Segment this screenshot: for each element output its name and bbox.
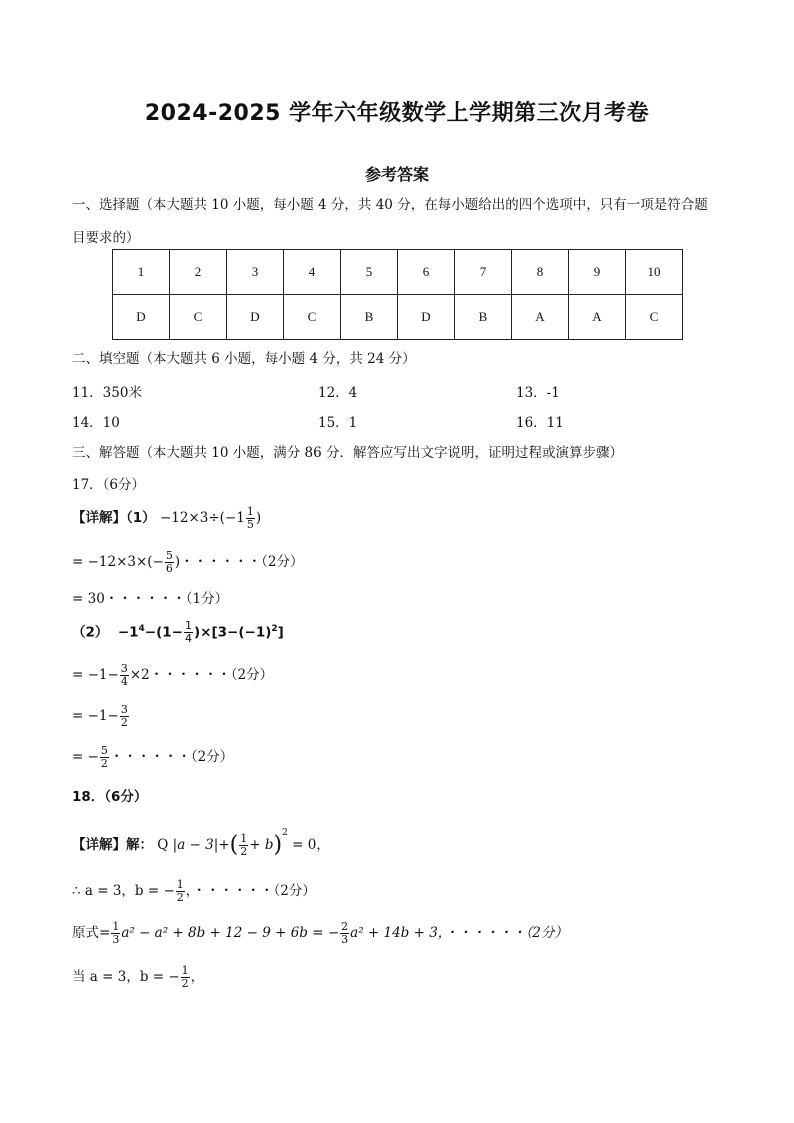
q18-condition xyxy=(72,828,330,858)
fill-answer-12: 12．4 xyxy=(318,385,358,401)
expr-text: ，・・・・・・（2分） xyxy=(185,883,316,899)
expr-text: + b xyxy=(249,837,274,853)
q17-header: 17．（6分） xyxy=(72,477,146,493)
q18-solution xyxy=(72,879,316,904)
q17-step1 xyxy=(72,550,304,575)
expr-text: = −1− xyxy=(72,667,119,683)
expr-text: ， xyxy=(190,969,205,985)
expr-text: ) xyxy=(255,510,262,526)
detail-label: 【详解】解： xyxy=(72,837,153,853)
answer-subtitle: 参考答案 xyxy=(364,165,429,184)
section3-heading: 三、解答题（本大题共 10 小题，满分 86 分．解答应写出文字说明，证明过程或演算步骤） xyxy=(72,445,624,461)
answer-table xyxy=(112,249,683,340)
fill-answer-14: 14．10 xyxy=(72,415,120,431)
answer-cell: C xyxy=(284,295,341,340)
expr-text: a² + 14b + 3，・・・・・・（2分） xyxy=(350,925,568,941)
q18-header: 18．（6分） xyxy=(72,789,148,805)
question-number: 6 xyxy=(398,250,455,295)
expr-text: )・・・・・・（2分） xyxy=(174,554,304,570)
answer-cell: D xyxy=(398,295,455,340)
q17-step5 xyxy=(72,745,233,770)
answer-row xyxy=(113,295,683,340)
answer-cell: B xyxy=(455,295,512,340)
section2-heading: 二、填空题（本大题共 6 小题，每小题 4 分，共 24 分） xyxy=(72,351,416,367)
q18-substitute xyxy=(72,965,204,990)
fraction: $\frac{1}{2}$ xyxy=(176,878,184,904)
q17-step3 xyxy=(72,663,273,688)
q17-step2: = 30・・・・・・（1分） xyxy=(72,591,229,607)
part-label: （2） xyxy=(72,624,109,641)
expr-text: 当 a = 3，b = − xyxy=(72,969,180,985)
answer-cell: A xyxy=(569,295,626,340)
expr-text: −(1− xyxy=(144,624,183,641)
answer-cell: C xyxy=(170,295,227,340)
answer-cell: B xyxy=(341,295,398,340)
answer-cell: C xyxy=(626,295,683,340)
detail-label: 【详解】（1） xyxy=(72,510,156,526)
fraction: $\frac{5}{2}$ xyxy=(100,744,108,770)
fill-answer-13: 13．-1 xyxy=(516,385,560,401)
fraction: $\frac{3}{4}$ xyxy=(120,662,128,688)
q17-step4 xyxy=(72,704,130,729)
expr-text: + xyxy=(218,837,230,853)
exponent: 2 xyxy=(271,624,278,634)
fraction: $\frac{1}{3}$ xyxy=(112,920,120,946)
expr-text: = 0， xyxy=(292,837,330,853)
expr-text: ・・・・・・（2分） xyxy=(109,749,234,765)
paren-close: ) xyxy=(273,832,283,858)
fraction: $\frac{1}{2}$ xyxy=(240,832,248,858)
question-number: 3 xyxy=(227,250,284,295)
question-number: 1 xyxy=(113,250,170,295)
expr-text: = − xyxy=(72,749,99,765)
question-number-row xyxy=(113,250,683,295)
exponent: 4 xyxy=(138,624,145,634)
expr-text: Q xyxy=(157,837,169,853)
q17-part1-expression xyxy=(72,506,261,531)
exponent: 2 xyxy=(282,828,288,838)
expr-text: −12×3÷(−1 xyxy=(159,510,245,526)
expr-text: a² − a² + 8b + 12 − 9 + 6b = − xyxy=(121,925,340,941)
section1-heading-cont: 目要求的） xyxy=(72,230,140,246)
fraction: $\frac{1}{4}$ xyxy=(184,619,192,645)
expr-text: |a − 3| xyxy=(172,837,219,853)
question-number: 2 xyxy=(170,250,227,295)
expr-text: 原式= xyxy=(72,925,111,941)
expr-text: = −12×3×(− xyxy=(72,554,164,570)
answer-cell: A xyxy=(512,295,569,340)
question-number: 9 xyxy=(569,250,626,295)
answer-cell: D xyxy=(227,295,284,340)
fraction: $\frac{3}{2}$ xyxy=(120,703,128,729)
question-number: 7 xyxy=(455,250,512,295)
expr-text: = −1− xyxy=(72,708,119,724)
question-number: 4 xyxy=(284,250,341,295)
expr-text: )×[3−(−1) xyxy=(193,624,272,641)
fill-answer-15: 15．1 xyxy=(318,415,358,431)
expr-text: ∴ a = 3，b = − xyxy=(72,883,175,899)
fraction: $\frac{5}{6}$ xyxy=(165,549,173,575)
fraction: $\frac{1}{5}$ xyxy=(246,505,254,531)
section1-heading: 一、选择题（本大题共 10 小题，每小题 4 分，共 40 分，在每小题给出的四个选项中，只有一项是符合题 xyxy=(72,197,708,213)
answer-cell: D xyxy=(113,295,170,340)
expr-text: ×2・・・・・・（2分） xyxy=(129,667,274,683)
fraction: $\frac{1}{2}$ xyxy=(181,964,189,990)
question-number: 10 xyxy=(626,250,683,295)
question-number: 8 xyxy=(512,250,569,295)
expr-text: −1 xyxy=(117,624,139,641)
page-title: 2024-2025 学年六年级数学上学期第三次月考卷 xyxy=(144,101,650,126)
expr-text: ] xyxy=(277,624,284,641)
paren-open: ( xyxy=(229,832,239,858)
fill-answer-16: 16．11 xyxy=(516,415,564,431)
q18-simplify xyxy=(72,921,568,946)
fraction: $\frac{2}{3}$ xyxy=(341,920,349,946)
question-number: 5 xyxy=(341,250,398,295)
q17-part2-expression xyxy=(72,620,284,645)
fill-answer-11: 11．350米 xyxy=(72,385,142,401)
